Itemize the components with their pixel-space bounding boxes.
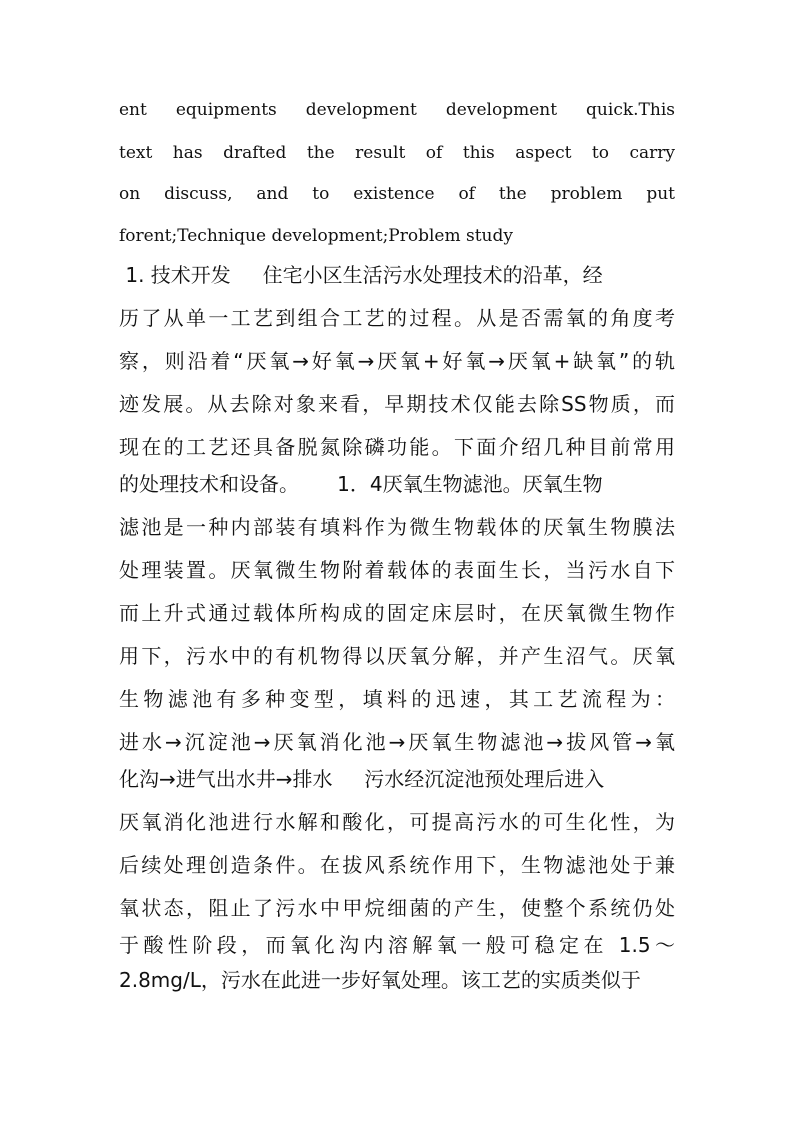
- text-line: 后续处理创造条件。在拔风系统作用下，生物滤池处于兼: [119, 853, 675, 877]
- text-line: 而上升式通过载体所构成的固定床层时，在厌氧微生物作: [119, 601, 675, 625]
- text-line: 迹发展。从去除对象来看，早期技术仅能去除SS物质，而: [119, 392, 675, 416]
- text-line: 用下，污水中的有机物得以厌氧分解，并产生沼气。厌氧: [119, 644, 675, 668]
- text-line: 化沟→进气出水井→排水 污水经沉淀池预处理后进入: [119, 767, 605, 791]
- text-line: 于酸性阶段，而氧化沟内溶解氧一般可稳定在 1.5～: [119, 933, 675, 957]
- text-line: 处理装置。厌氧微生物附着载体的表面生长，当污水自下: [119, 558, 675, 582]
- text-line: 2.8mg/L，污水在此进一步好氧处理。该工艺的实质类似于: [119, 968, 641, 992]
- text-line: text has drafted the result of this aspect to carry: [119, 143, 675, 163]
- text-line: 厌氧消化池进行水解和酸化，可提高污水的可生化性，为: [119, 810, 675, 834]
- text-line: 的处理技术和设备。 1．4厌氧生物滤池。厌氧生物: [119, 472, 603, 496]
- text-line: 历了从单一工艺到组合工艺的过程。从是否需氧的角度考: [119, 306, 675, 330]
- text-line: 氧状态，阻止了污水中甲烷细菌的产生，使整个系统仍处: [119, 896, 675, 920]
- text-line: ent equipments development development quick.This: [119, 100, 675, 120]
- text-line: 生物滤池有多种变型，填料的迅速，其工艺流程为：: [119, 687, 675, 711]
- section-heading-line: 1. 技术开发 住宅小区生活污水处理技术的沿革，经: [119, 263, 603, 287]
- text-line: 察，则沿着“厌氧→好氧→厌氧+好氧→厌氧+缺氧”的轨: [119, 349, 675, 373]
- text-line: 现在的工艺还具备脱氮除磷功能。下面介绍几种目前常用: [119, 435, 675, 459]
- body-text: [119, 0, 675, 1123]
- text-line: 滤池是一种内部装有填料作为微生物载体的厌氧生物膜法: [119, 515, 675, 539]
- text-line: 进水→沉淀池→厌氧消化池→厌氧生物滤池→拔风管→氧: [119, 730, 675, 754]
- text-line: forent;Technique development;Problem study: [119, 226, 513, 246]
- text-line: on discuss, and to existence of the problem put: [119, 184, 675, 204]
